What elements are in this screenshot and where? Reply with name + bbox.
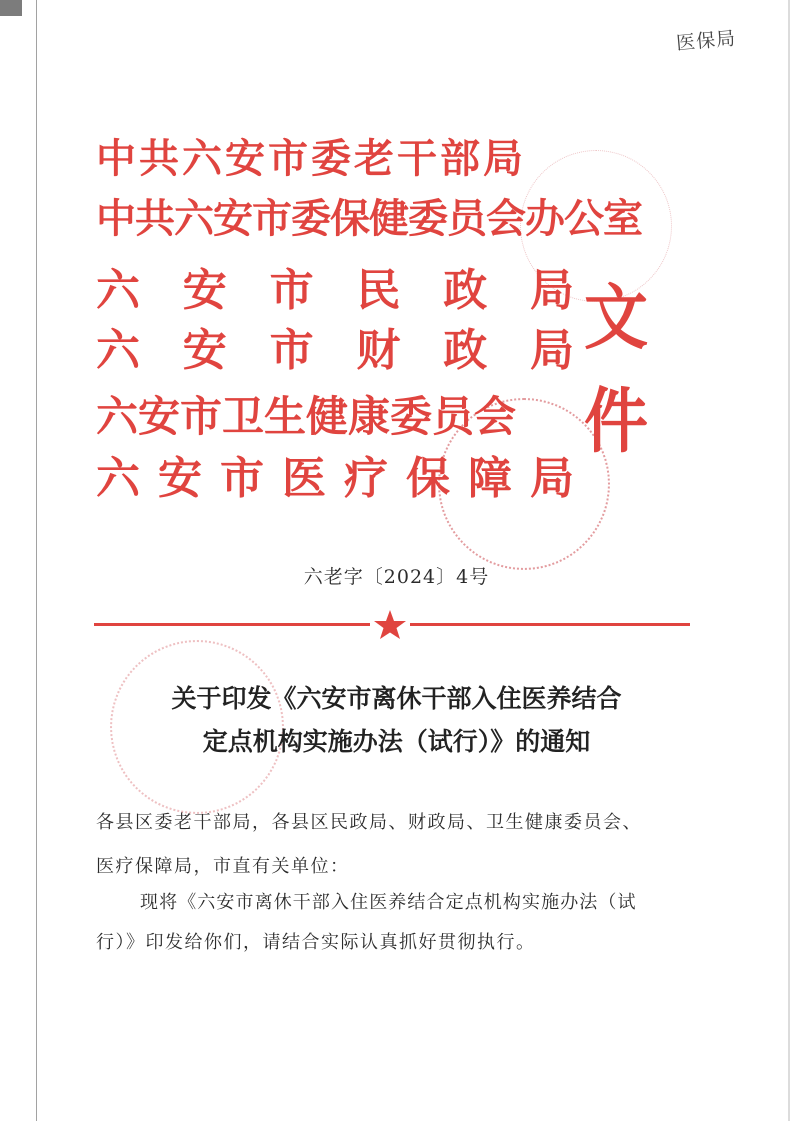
red-separator-rule bbox=[410, 623, 690, 626]
issuer-character: 保 bbox=[406, 453, 450, 504]
issuing-authorities bbox=[0, 0, 793, 520]
red-separator-rule bbox=[94, 623, 370, 626]
issuer-character: 六 bbox=[96, 325, 140, 376]
issuer-line: 六安市卫生健康委员会 bbox=[96, 392, 517, 441]
issuer-character: 局 bbox=[530, 453, 574, 504]
issuer-character: 疗 bbox=[344, 453, 388, 504]
issuer-line: 中共六安市委保健委员会办公室 bbox=[96, 195, 642, 242]
issuer-line: 中共六安市委老干部局 bbox=[96, 135, 526, 182]
document-title-line: 关于印发《六安市离休干部入住医养结合 bbox=[171, 684, 622, 713]
issuer-character: 市 bbox=[220, 453, 264, 504]
document-title-line: 定点机构实施办法（试行）》的通知 bbox=[202, 727, 591, 756]
issuer-line bbox=[96, 450, 574, 508]
handwritten-note: 医保局 bbox=[675, 27, 737, 55]
issuer-character: 市 bbox=[269, 325, 314, 376]
issuer-character: 政 bbox=[443, 265, 488, 316]
issuer-character: 民 bbox=[356, 265, 401, 316]
addressee-line: 各县区委老干部局，各县区民政局、财政局、卫生健康委员会、 bbox=[96, 812, 642, 833]
issuer-character: 医 bbox=[282, 453, 326, 504]
document-suffix: 文件 bbox=[584, 277, 642, 464]
body-paragraph-line: 现将《六安市离休干部入住医养结合定点机构实施办法（试 bbox=[140, 892, 637, 913]
issuer-character: 六 bbox=[96, 265, 140, 316]
issuer-character: 六 bbox=[96, 453, 140, 504]
issuer-line bbox=[96, 322, 574, 380]
issuer-character: 政 bbox=[443, 325, 488, 376]
addressee-line: 医疗保障局，市直有关单位： bbox=[96, 856, 350, 877]
issuer-character: 局 bbox=[529, 265, 574, 316]
body-paragraph-line: 行）》印发给你们，请结合实际认真抓好贯彻执行。 bbox=[96, 932, 536, 953]
issuer-line bbox=[96, 262, 574, 320]
issuer-character: 安 bbox=[182, 325, 227, 376]
star-icon bbox=[373, 608, 407, 642]
issuer-character: 市 bbox=[269, 265, 314, 316]
issuer-character: 安 bbox=[158, 453, 202, 504]
issuer-character: 财 bbox=[356, 325, 401, 376]
issuer-character: 局 bbox=[529, 325, 574, 376]
issuer-character: 安 bbox=[182, 265, 227, 316]
issuer-character: 障 bbox=[468, 453, 512, 504]
document-number: 六老字〔2024〕4号 bbox=[303, 566, 490, 588]
